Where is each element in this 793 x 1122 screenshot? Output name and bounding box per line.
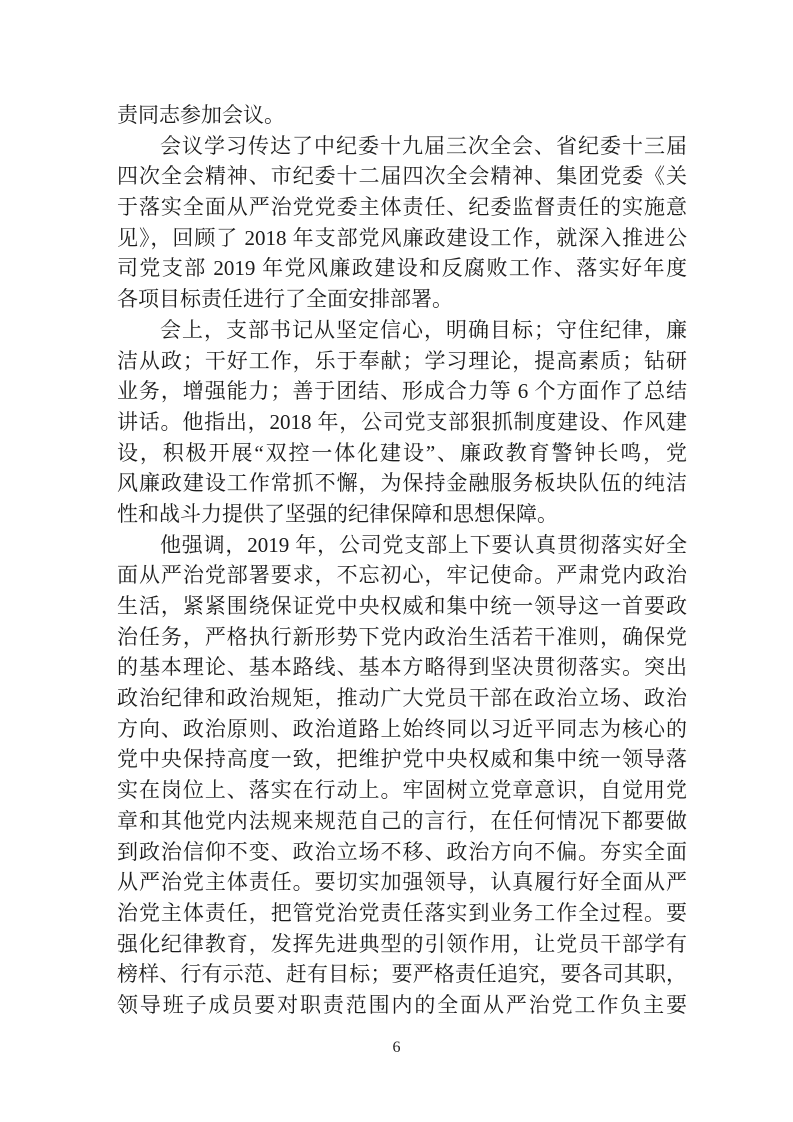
- text-line: 司党支部 2019 年党风廉政建设和反腐败工作、落实好年度: [117, 256, 687, 281]
- text-line: 见》，回顾了 2018 年支部党风廉政建设工作，就深入推进公: [117, 225, 687, 250]
- text-line: 从严治党主体责任。要切实加强领导，认真履行好全面从严: [117, 870, 687, 895]
- text-line: 责同志参加会议。: [117, 103, 285, 127]
- text-line: 到政治信仰不变、政治立场不移、政治方向不偏。夯实全面: [117, 839, 687, 864]
- text-line: 性和战斗力提供了坚强的纪律保障和思想保障。: [117, 501, 558, 526]
- text-line: 讲话。他指出，2018 年，公司党支部狠抓制度建设、作风建: [117, 409, 687, 434]
- text-line: 面从严治党部署要求，不忘初心，牢记使命。严肃党内政治: [117, 563, 687, 588]
- text-line: 党中央保持高度一致，把维护党中央权威和集中统一领导落: [117, 747, 687, 772]
- text-line: 会议学习传达了中纪委十九届三次全会、省纪委十三届: [160, 133, 687, 158]
- text-line: 强化纪律教育，发挥先进典型的引领作用，让党员干部学有: [117, 931, 687, 956]
- text-line: 治党主体责任，把管党治党责任落实到业务工作全过程。要: [117, 900, 687, 925]
- text-line: 实在岗位上、落实在行动上。牢固树立党章意识，自觉用党: [117, 778, 687, 803]
- document-body: [117, 100, 687, 1021]
- text-line: 于落实全面从严治党党委主体责任、纪委监督责任的实施意: [117, 195, 687, 220]
- text-line: 生活，紧紧围绕保证党中央权威和集中统一领导这一首要政: [117, 594, 687, 618]
- text-line: 治任务，严格执行新形势下党内政治生活若干准则，确保党: [117, 624, 687, 649]
- text-line: 政治纪律和政治规矩，推动广大党员干部在政治立场、政治: [117, 686, 687, 711]
- text-line: 的基本理论、基本路线、基本方略得到坚决贯彻落实。突出: [117, 655, 687, 680]
- text-line: 会上，支部书记从坚定信心，明确目标；守住纪律，廉: [160, 317, 687, 342]
- text-line: 章和其他党内法规来规范自己的言行，在任何情况下都要做: [117, 808, 687, 833]
- text-line: 各项目标责任进行了全面安排部署。: [117, 287, 453, 312]
- text-line: 榜样、行有示范、赶有目标；要严格责任追究，要各司其职，: [117, 962, 687, 987]
- text-line: 他强调，2019 年，公司党支部上下要认真贯彻落实好全: [160, 532, 687, 557]
- text-line: 风廉政建设工作常抓不懈，为保持金融服务板块队伍的纯洁: [117, 471, 687, 496]
- text-line: 洁从政；干好工作，乐于奉献；学习理论，提高素质；钻研: [117, 348, 687, 373]
- text-line: 领导班子成员要对职责范围内的全面从严治党工作负主要: [117, 992, 687, 1017]
- text-line: 方向、政治原则、政治道路上始终同以习近平同志为核心的: [117, 716, 687, 741]
- page-number: 6: [392, 1039, 401, 1056]
- text-line: 业务，增强能力；善于团结、形成合力等 6 个方面作了总结: [117, 379, 687, 404]
- text-line: 设，积极开展“双控一体化建设”、廉政教育警钟长鸣，党: [117, 440, 687, 465]
- text-line: 四次全会精神、市纪委十二届四次全会精神、集团党委《关: [117, 164, 687, 189]
